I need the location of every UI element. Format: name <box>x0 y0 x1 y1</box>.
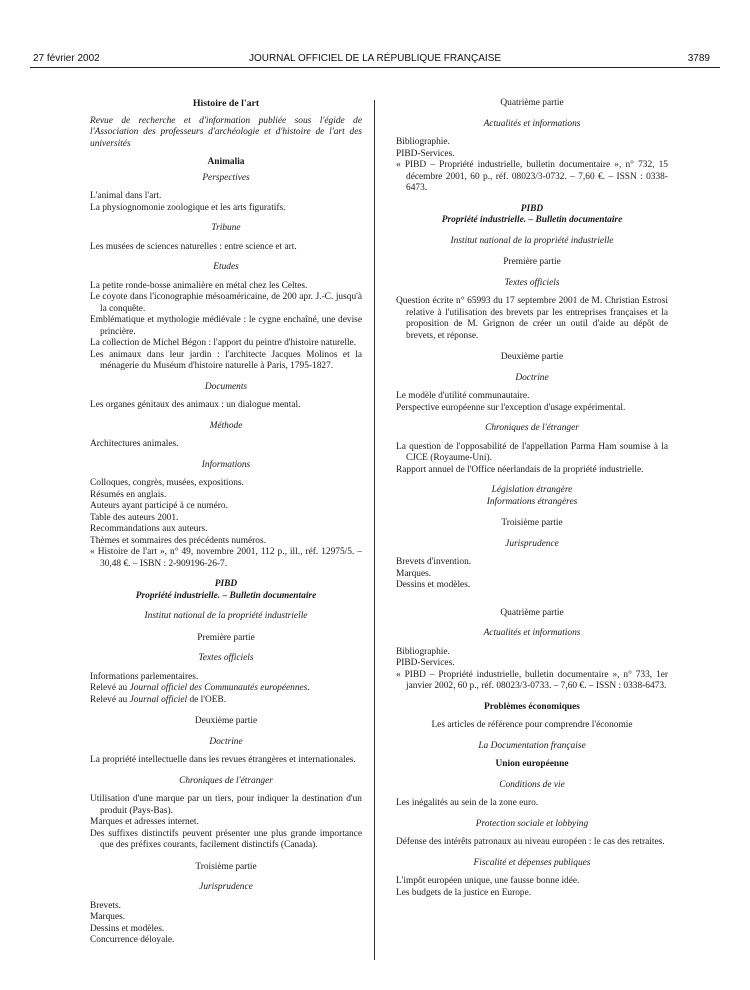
text-fragment: Relevé au <box>90 683 130 693</box>
textes-heading: Textes officiels <box>198 653 254 663</box>
tribune-heading: Tribune <box>211 223 241 233</box>
textes-heading: Textes officiels <box>504 277 560 288</box>
pibd-subtitle: Propriété industrielle. – Bulletin documentaire <box>441 215 623 225</box>
header-rule <box>30 67 720 68</box>
text-fragment: Relevé au <box>90 694 130 705</box>
part-heading: Deuxième partie <box>194 716 258 726</box>
pibd-heading: PIBD <box>214 579 238 589</box>
list-item: Perspective européenne sur l'exception d'usage expérimental. <box>396 402 626 413</box>
list-item: La physiognomonie zoologique et les arts figuratifs. <box>90 202 286 213</box>
list-item: Dessins et modèles. <box>396 580 471 590</box>
jurisprudence-heading: Jurisprudence <box>199 882 253 892</box>
list-item: Auteurs ayant participé à ce numéro. <box>90 501 228 511</box>
pibd-subtitle: Propriété industrielle. – Bulletin documentaire <box>135 590 317 601</box>
perspectives-heading: Perspectives <box>202 172 250 183</box>
doctrine-heading: Doctrine <box>209 736 243 747</box>
header-date: 27 février 2002 <box>33 53 100 64</box>
part-heading: Première partie <box>503 257 561 267</box>
list-item: Marques. <box>396 568 432 579</box>
reference-line: « Histoire de l'art », n° 49, novembre 2001, 112 p., ill., réf. 12975/5. – 30,48 €. – ISBN : 2-909196-26-7. <box>90 547 362 569</box>
list-item: Dessins et modèles. <box>90 923 165 934</box>
fiscalite-heading: Fiscalité et dépenses publiques <box>473 857 591 868</box>
list-item: Emblématique et mythologie médiévale : le cygne enchaîné, une devise princière. <box>90 315 362 337</box>
list-item: Bibliographie. <box>396 646 450 657</box>
jurisprudence-heading: Jurisprudence <box>505 538 559 549</box>
tagline: Les articles de référence pour comprendre l'économie <box>431 720 633 730</box>
list-item: Marques et adresses internet. <box>90 817 199 827</box>
publisher-line: La Documentation française <box>478 740 586 751</box>
etudes-heading: Etudes <box>213 262 239 272</box>
left-column <box>90 98 362 947</box>
art-description: Revue de recherche et d'information publiée sous l'égide de l'Association des professeurs d'archéologie et d'histoire de l'art des universités <box>90 115 362 149</box>
list-item: Les organes génitaux des animaux : un dialogue mental. <box>90 400 301 410</box>
inpi-line: Institut national de la propriété industrielle <box>450 235 614 246</box>
list-item: La collection de Michel Bégon : l'apport du peintre d'histoire naturelle. <box>90 338 357 348</box>
pibd-heading: PIBD <box>520 203 544 214</box>
list-item: Brevets d'invention. <box>396 557 472 567</box>
journal-name: Journal officiel des Communautés européennes <box>129 683 308 693</box>
list-item: Architectures animales. <box>90 439 179 449</box>
methode-heading: Méthode <box>209 420 243 431</box>
list-item: Bibliographie. <box>396 137 450 147</box>
actualites-heading: Actualités et informations <box>483 628 581 638</box>
reference-line: « PIBD – Propriété industrielle, bulletin documentaire », n° 733, 1er janvier 2002, 60 p., réf. 08023/3-0733. – 7,60 €. – ISSN : 0338-6473. <box>396 669 668 691</box>
list-item <box>90 695 362 707</box>
list-item <box>90 683 362 695</box>
list-item: Résumés en anglais. <box>90 489 167 500</box>
protection-heading: Protection sociale et lobbying <box>475 818 589 829</box>
actualites-heading: Actualités et informations <box>483 118 581 129</box>
list-item: Les inégalités au sein de la zone euro. <box>396 798 539 808</box>
art-title: Histoire de l'art <box>192 98 260 109</box>
list-item: Thèmes et sommaires des précédents numéros. <box>90 535 266 546</box>
chroniques-heading: Chroniques de l'étranger <box>179 775 273 786</box>
list-item: Le coyote dans l'iconographie mésoaméricaine, de 200 apr. J.-C. jusqu'à la conquête. <box>90 292 362 314</box>
doctrine-heading: Doctrine <box>515 372 549 383</box>
reference-line: « PIBD – Propriété industrielle, bulletin documentaire », n° 732, 15 décembre 2001, 60 p., réf. 08023/3-0732. – 7,60 €. – ISSN : 0338-6473. <box>396 160 668 193</box>
list-item: Le modèle d'utilité communautaire. <box>396 391 530 401</box>
list-item: La propriété intellectuelle dans les revues étrangères et internationales. <box>90 755 356 765</box>
chroniques-heading: Chroniques de l'étranger <box>485 423 579 433</box>
part-heading: Troisième partie <box>195 861 257 872</box>
part-heading: Quatrième partie <box>500 98 564 108</box>
union-europeenne-heading: Union européenne <box>495 759 569 769</box>
column-divider <box>374 100 375 960</box>
text-fragment: de l'OEB. <box>187 694 227 705</box>
part-heading: Première partie <box>197 632 255 643</box>
documents-heading: Documents <box>204 381 248 392</box>
list-item: Défense des intérêts patronaux au niveau européen : le cas des retraites. <box>396 837 665 847</box>
part-heading: Troisième partie <box>501 518 563 528</box>
list-item: Utilisation d'une marque par un tiers, pour indiquer la destination d'un produit (Pays-Bas). <box>90 794 362 816</box>
problemes-economiques-heading: Problèmes économiques <box>484 701 580 712</box>
list-item: Les animaux dans leur jardin : l'architecte Jacques Molinos et la ménagerie du Muséum d'histoire naturelle à Paris, 1795-1827. <box>90 349 362 371</box>
text-fragment: . <box>307 683 310 693</box>
list-item: Les musées de sciences naturelles : entre science et art. <box>90 241 297 252</box>
informations-etrangeres-heading: Informations étrangères <box>486 496 578 507</box>
animalia-heading: Animalia <box>207 157 245 167</box>
list-item: La question de l'opposabilité de l'appellation Parma Ham soumise à la CJCE (Royaume-Uni). <box>396 441 668 463</box>
list-item: Les budgets de la justice en Europe. <box>396 887 532 898</box>
list-item: PIBD-Services. <box>396 658 455 668</box>
list-item: Informations parlementaires. <box>90 671 199 682</box>
list-item: Rapport annuel de l'Office néerlandais de la propriété industrielle. <box>396 464 644 475</box>
list-item: Table des auteurs 2001. <box>90 512 179 523</box>
list-item: Brevets. <box>90 900 121 911</box>
header-title: JOURNAL OFFICIEL DE LA RÉPUBLIQUE FRANÇAISE <box>248 53 502 64</box>
list-item: Question écrite n° 65993 du 17 septembre 2001 de M. Christian Estrosi relative à l'utilisation des brevets par les entreprises françaises et la proposition de M. Grignon de créer un outil d'aide au dépôt de brevets, et réponse. <box>396 296 668 341</box>
conditions-heading: Conditions de vie <box>499 779 565 790</box>
list-item: Recommandations aux auteurs. <box>90 524 208 534</box>
part-heading: Deuxième partie <box>500 352 564 362</box>
header-page-number: 3789 <box>687 53 710 64</box>
legislation-heading: Législation étrangère <box>491 485 573 495</box>
inpi-line: Institut national de la propriété industrielle <box>144 611 308 621</box>
informations-heading: Informations <box>201 459 251 470</box>
list-item: L'animal dans l'art. <box>90 191 162 201</box>
list-item: Concurrence déloyale. <box>90 935 175 945</box>
journal-name: Journal officiel <box>129 694 188 705</box>
right-column <box>396 98 668 899</box>
list-item: Des suffixes distinctifs peuvent présenter une plus grande importance que des préfixes courants, facilement distinctifs (Canada). <box>90 828 362 850</box>
list-item: Marques. <box>90 912 126 922</box>
part-heading: Quatrième partie <box>500 607 564 618</box>
list-item: PIBD-Services. <box>396 148 455 159</box>
list-item: L'impôt européen unique, une fausse bonne idée. <box>396 876 580 886</box>
list-item: La petite ronde-bosse animalière en métal chez les Celtes. <box>90 280 308 291</box>
list-item: Colloques, congrès, musées, expositions. <box>90 478 244 488</box>
